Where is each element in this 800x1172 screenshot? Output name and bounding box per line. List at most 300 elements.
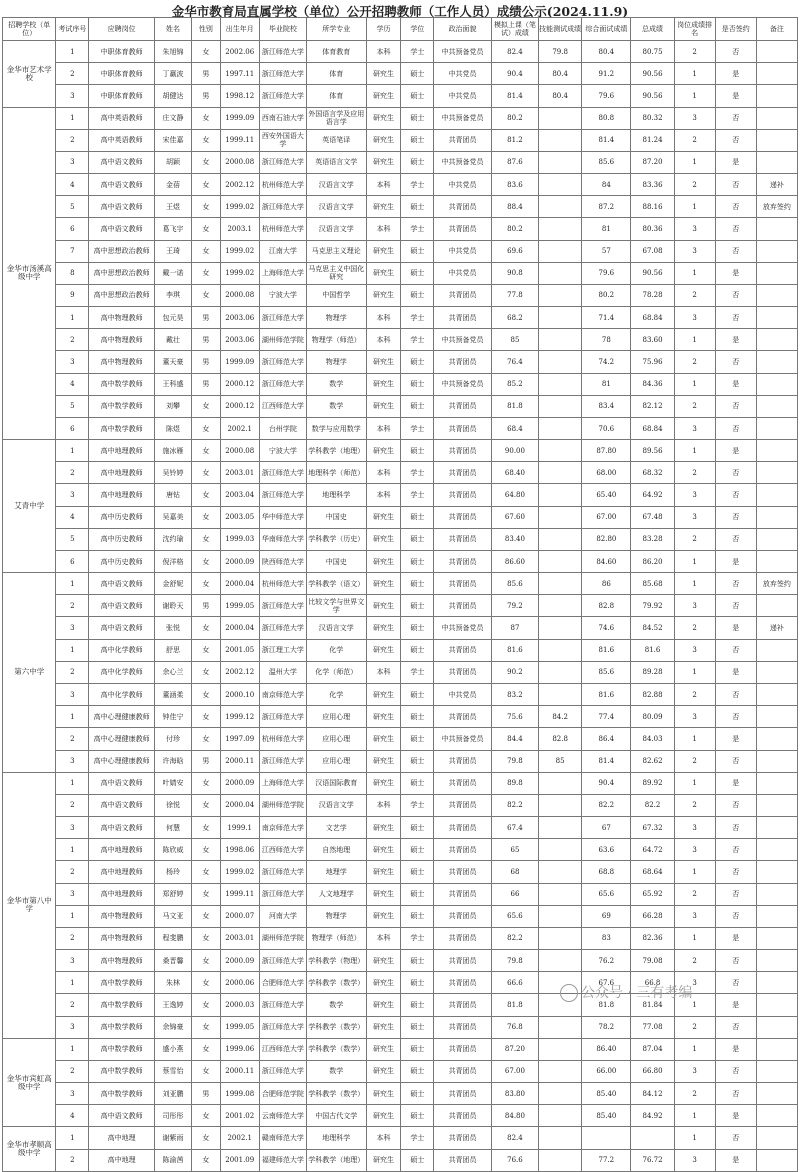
table-cell: 共青团员 (434, 706, 492, 728)
table-cell: 2000.12 (220, 395, 259, 417)
table-row (3, 617, 798, 639)
table-cell: 87.6 (491, 151, 538, 173)
table-cell: 硕士 (401, 1038, 434, 1060)
table-cell: 1999.09 (220, 351, 259, 373)
table-cell: 80.36 (631, 218, 674, 240)
table-cell: 女 (191, 218, 220, 240)
table-cell: 1 (674, 573, 715, 595)
table-cell: 高中心理健康教师 (89, 706, 155, 728)
table-cell: 85.40 (582, 1105, 631, 1127)
table-cell: 中职体育教师 (89, 41, 155, 63)
table-cell: 学士 (401, 329, 434, 351)
table-cell (756, 1105, 797, 1127)
table-cell: 女 (191, 683, 220, 705)
table-cell: 否 (715, 595, 756, 617)
table-cell: 77.4 (582, 706, 631, 728)
table-cell: 1 (56, 706, 89, 728)
table-cell (756, 373, 797, 395)
table-cell: 共青团员 (434, 972, 492, 994)
table-cell (539, 550, 582, 572)
table-cell: 81.24 (631, 129, 674, 151)
table-cell: 74.6 (582, 617, 631, 639)
table-cell: 宁波大学 (259, 440, 306, 462)
table-cell (539, 1083, 582, 1105)
table-cell: 2002.06 (220, 41, 259, 63)
table-cell: 陈渝茜 (155, 1149, 192, 1171)
table-cell: 65.6 (491, 905, 538, 927)
header-cell: 出生年月 (220, 18, 259, 41)
table-cell: 杭州师范大学 (259, 218, 306, 240)
table-cell: 83.4 (582, 395, 631, 417)
table-cell: 女 (191, 883, 220, 905)
table-cell: 共青团员 (434, 817, 492, 839)
table-cell: 研究生 (366, 440, 401, 462)
table-cell: 80.4 (582, 41, 631, 63)
table-cell: 中国哲学 (306, 284, 366, 306)
table-cell: 研究生 (366, 550, 401, 572)
table-cell: 3 (56, 351, 89, 373)
table-row (3, 41, 798, 63)
table-cell: 沈约瑜 (155, 528, 192, 550)
table-cell (539, 661, 582, 683)
table-cell: 68.8 (582, 861, 631, 883)
table-cell: 比较文学与世界文学 (306, 595, 366, 617)
table-cell (539, 395, 582, 417)
table-cell: 女 (191, 262, 220, 284)
table-cell: 否 (715, 817, 756, 839)
table-cell: 高中数学教师 (89, 1038, 155, 1060)
table-cell: 高中地理教师 (89, 440, 155, 462)
table-cell: 硕士 (401, 107, 434, 129)
table-cell: 3 (674, 1149, 715, 1171)
table-cell: 69.6 (491, 240, 538, 262)
table-cell: 2 (674, 395, 715, 417)
table-cell: 2000.08 (220, 440, 259, 462)
table-cell: 68 (491, 861, 538, 883)
table-cell: 研究生 (366, 817, 401, 839)
table-cell: 女 (191, 1060, 220, 1082)
table-cell (756, 284, 797, 306)
table-cell: 研究生 (366, 1149, 401, 1171)
table-cell: 共青团员 (434, 1127, 492, 1149)
table-cell: 5 (56, 196, 89, 218)
table-cell: 4 (56, 373, 89, 395)
table-cell: 82.62 (631, 750, 674, 772)
table-cell: 3 (674, 218, 715, 240)
table-cell: 共青团员 (434, 484, 492, 506)
table-cell: 浙江师范大学 (259, 861, 306, 883)
table-row (3, 240, 798, 262)
table-cell: 是 (715, 1038, 756, 1060)
watermark-text: 公众号 · 三有考编 (581, 985, 693, 1001)
table-cell: 89.92 (631, 772, 674, 794)
table-cell: 研究生 (366, 950, 401, 972)
table-cell: 男 (191, 307, 220, 329)
table-cell: 67.32 (631, 817, 674, 839)
table-row (3, 307, 798, 329)
table-cell: 女 (191, 129, 220, 151)
table-cell: 83.28 (631, 528, 674, 550)
table-cell: 89.56 (631, 440, 674, 462)
table-cell: 65.6 (582, 883, 631, 905)
table-cell: 2 (56, 728, 89, 750)
table-cell: 包元昊 (155, 307, 192, 329)
table-cell: 2003.01 (220, 927, 259, 949)
header-cell: 综合面试成绩 (582, 18, 631, 41)
table-cell: 2000.10 (220, 683, 259, 705)
table-cell: 80.4 (539, 63, 582, 85)
table-cell: 2 (56, 462, 89, 484)
school-cell: 金华市第八中学 (3, 772, 56, 1038)
table-cell: 本科 (366, 661, 401, 683)
table-cell: 77.08 (631, 1016, 674, 1038)
table-cell: 90.2 (491, 661, 538, 683)
table-cell: 共青团员 (434, 440, 492, 462)
table-cell: 86.4 (582, 728, 631, 750)
table-row (3, 196, 798, 218)
table-cell: 81 (582, 218, 631, 240)
table-cell: 1999.05 (220, 1016, 259, 1038)
table-cell: 男 (191, 595, 220, 617)
table-row (3, 373, 798, 395)
table-cell: 2002.1 (220, 417, 259, 439)
table-cell: 1 (674, 440, 715, 462)
table-cell: 否 (715, 284, 756, 306)
table-cell: 陕西师范大学 (259, 550, 306, 572)
table-cell: 1 (674, 728, 715, 750)
table-row (3, 107, 798, 129)
table-cell: 2000.03 (220, 994, 259, 1016)
table-cell: 女 (191, 440, 220, 462)
table-cell: 1999.05 (220, 595, 259, 617)
header-cell: 姓名 (155, 18, 192, 41)
table-cell: 共青团员 (434, 218, 492, 240)
table-cell: 2003.05 (220, 506, 259, 528)
table-cell: 高中物理教师 (89, 329, 155, 351)
table-cell: 杭州师范大学 (259, 573, 306, 595)
table-cell: 硕士 (401, 905, 434, 927)
header-cell: 总成绩 (631, 18, 674, 41)
table-cell: 84.92 (631, 1105, 674, 1127)
table-cell: 浙江师范大学 (259, 307, 306, 329)
table-cell: 女 (191, 706, 220, 728)
table-cell: 83 (582, 927, 631, 949)
table-cell: 地理科学（师范） (306, 462, 366, 484)
table-cell: 85.40 (582, 1083, 631, 1105)
table-cell: 否 (715, 462, 756, 484)
table-row (3, 728, 798, 750)
table-row (3, 506, 798, 528)
table-cell (539, 683, 582, 705)
table-cell: 3 (674, 506, 715, 528)
table-cell: 硕士 (401, 817, 434, 839)
table-row (3, 129, 798, 151)
table-cell: 硕士 (401, 950, 434, 972)
table-cell: 2000.09 (220, 550, 259, 572)
table-cell: 82.8 (582, 595, 631, 617)
table-cell: 硕士 (401, 1083, 434, 1105)
table-cell: 施冰雁 (155, 440, 192, 462)
table-cell: 2000.08 (220, 284, 259, 306)
table-cell: 1 (674, 85, 715, 107)
table-row (3, 927, 798, 949)
table-cell (539, 1038, 582, 1060)
table-cell: 高中物理教师 (89, 950, 155, 972)
table-cell: 硕士 (401, 284, 434, 306)
table-cell: 2 (674, 683, 715, 705)
table-cell: 82.2 (582, 794, 631, 816)
table-cell: 学科教学（历史） (306, 528, 366, 550)
table-cell: 9 (56, 284, 89, 306)
table-cell: 1 (56, 772, 89, 794)
table-cell: 否 (715, 506, 756, 528)
table-cell: 85 (539, 750, 582, 772)
table-cell: 90.56 (631, 85, 674, 107)
table-cell: 化学 (306, 639, 366, 661)
table-cell: 2 (674, 174, 715, 196)
table-row (3, 1083, 798, 1105)
table-cell: 河南大学 (259, 905, 306, 927)
table-cell: 82.88 (631, 683, 674, 705)
table-cell: 67.08 (631, 240, 674, 262)
table-cell: 1 (674, 772, 715, 794)
table-cell: 数学 (306, 373, 366, 395)
table-cell: 硕士 (401, 351, 434, 373)
table-cell: 否 (715, 417, 756, 439)
table-cell: 79.92 (631, 595, 674, 617)
table-cell (756, 506, 797, 528)
table-cell: 本科 (366, 307, 401, 329)
table-cell: 女 (191, 639, 220, 661)
table-cell: 董天豪 (155, 351, 192, 373)
table-cell: 学士 (401, 41, 434, 63)
table-row (3, 772, 798, 794)
header-cell: 技能测试成绩 (539, 18, 582, 41)
table-cell: 否 (715, 395, 756, 417)
table-cell: 叶婧安 (155, 772, 192, 794)
table-cell (756, 595, 797, 617)
table-cell: 69 (582, 905, 631, 927)
table-cell: 79.2 (491, 595, 538, 617)
table-cell: 吴嘉美 (155, 506, 192, 528)
table-cell: 谢紫雨 (155, 1127, 192, 1149)
table-cell: 81.6 (491, 639, 538, 661)
table-cell: 83.80 (491, 1083, 538, 1105)
table-cell: 共青团员 (434, 994, 492, 1016)
table-row (3, 395, 798, 417)
table-cell: 浙江师范大学 (259, 994, 306, 1016)
table-cell: 浙江师范大学 (259, 462, 306, 484)
table-cell: 硕士 (401, 262, 434, 284)
table-cell: 中共预备党员 (434, 329, 492, 351)
table-cell: 是 (715, 85, 756, 107)
header-cell: 性别 (191, 18, 220, 41)
table-cell: 戴一诺 (155, 262, 192, 284)
table-cell: 研究生 (366, 1038, 401, 1060)
table-cell: 学士 (401, 661, 434, 683)
table-cell: 否 (715, 972, 756, 994)
table-cell: 上海师范大学 (259, 262, 306, 284)
table-cell: 68.00 (582, 462, 631, 484)
table-cell: 2 (56, 129, 89, 151)
table-cell: 研究生 (366, 861, 401, 883)
header-cell: 学位 (401, 18, 434, 41)
table-cell: 女 (191, 972, 220, 994)
table-cell: 2 (674, 351, 715, 373)
table-cell: 3 (56, 484, 89, 506)
table-cell: 王科盛 (155, 373, 192, 395)
table-cell: 81.8 (491, 395, 538, 417)
table-cell: 否 (715, 1127, 756, 1149)
table-cell: 81.2 (491, 129, 538, 151)
table-cell: 1999.11 (220, 129, 259, 151)
table-cell: 80.8 (582, 107, 631, 129)
table-row (3, 1127, 798, 1149)
table-cell: 共青团员 (434, 573, 492, 595)
table-cell: 女 (191, 107, 220, 129)
table-cell: 高中语文教师 (89, 817, 155, 839)
table-row (3, 905, 798, 927)
table-cell: 体育 (306, 63, 366, 85)
table-cell: 共青团员 (434, 927, 492, 949)
table-cell (539, 484, 582, 506)
table-cell: 3 (674, 240, 715, 262)
table-cell: 3 (674, 905, 715, 927)
table-cell (756, 905, 797, 927)
table-cell: 硕士 (401, 994, 434, 1016)
table-cell: 中共预备党员 (434, 373, 492, 395)
table-cell: 葛飞宇 (155, 218, 192, 240)
table-cell (756, 417, 797, 439)
table-cell: 2 (56, 927, 89, 949)
table-row (3, 1016, 798, 1038)
table-cell: 共青团员 (434, 905, 492, 927)
table-cell: 数学 (306, 1060, 366, 1082)
table-cell: 马克思主义中国化研究 (306, 262, 366, 284)
table-cell: 否 (715, 573, 756, 595)
table-cell (539, 196, 582, 218)
table-cell (756, 307, 797, 329)
table-cell: 共青团员 (434, 1105, 492, 1127)
table-cell: 2003.06 (220, 329, 259, 351)
school-cell: 艾青中学 (3, 440, 56, 573)
table-cell: 87.20 (631, 151, 674, 173)
table-cell: 1 (56, 905, 89, 927)
table-cell: 2003.1 (220, 218, 259, 240)
table-cell: 共青团员 (434, 196, 492, 218)
table-cell: 7 (56, 240, 89, 262)
table-cell: 81.6 (582, 683, 631, 705)
table-cell: 1999.02 (220, 262, 259, 284)
table-cell: 76.6 (491, 1149, 538, 1171)
table-cell: 90.4 (582, 772, 631, 794)
table-cell: 浙江师范大学 (259, 1016, 306, 1038)
table-cell: 3 (56, 1083, 89, 1105)
table-cell (539, 129, 582, 151)
table-cell: 87 (491, 617, 538, 639)
table-cell: 浙江师范大学 (259, 484, 306, 506)
table-cell: 学科教学（数学） (306, 972, 366, 994)
table-row (3, 1038, 798, 1060)
table-cell (756, 728, 797, 750)
table-cell: 3 (674, 639, 715, 661)
table-cell: 应用心理 (306, 750, 366, 772)
header-cell: 是否签约 (715, 18, 756, 41)
table-cell: 硕士 (401, 151, 434, 173)
table-cell: 高中心理健康教师 (89, 750, 155, 772)
table-cell: 研究生 (366, 129, 401, 151)
table-cell (756, 1060, 797, 1082)
table-cell: 陈煜 (155, 417, 192, 439)
table-cell: 2 (674, 284, 715, 306)
table-cell: 浙江师范大学 (259, 63, 306, 85)
table-cell: 84 (582, 174, 631, 196)
table-cell: 硕士 (401, 861, 434, 883)
table-cell: 数学 (306, 395, 366, 417)
table-cell: 研究生 (366, 750, 401, 772)
table-cell: 1 (674, 661, 715, 683)
table-cell (539, 1149, 582, 1171)
table-cell: 地理学 (306, 861, 366, 883)
table-cell: 高中化学教师 (89, 683, 155, 705)
table-cell: 高中心理健康教师 (89, 728, 155, 750)
table-cell: 2 (674, 617, 715, 639)
table-cell (756, 1016, 797, 1038)
table-cell: 英语笔译 (306, 129, 366, 151)
table-cell: 2 (56, 1060, 89, 1082)
table-cell (756, 883, 797, 905)
table-cell: 66.28 (631, 905, 674, 927)
table-cell: 79.8 (491, 950, 538, 972)
table-row (3, 950, 798, 972)
table-cell (756, 861, 797, 883)
table-cell: 67.60 (491, 506, 538, 528)
header-cell: 应聘岗位 (89, 18, 155, 41)
table-cell: 共青团员 (434, 550, 492, 572)
table-cell: 杭州师范大学 (259, 728, 306, 750)
table-cell (539, 329, 582, 351)
table-cell: 女 (191, 550, 220, 572)
table-cell (539, 639, 582, 661)
table-cell: 硕士 (401, 595, 434, 617)
table-cell: 否 (715, 883, 756, 905)
table-row (3, 284, 798, 306)
table-cell: 高中物理教师 (89, 905, 155, 927)
table-cell: 77.8 (491, 284, 538, 306)
table-cell: 88.4 (491, 196, 538, 218)
table-cell: 高中数学教师 (89, 395, 155, 417)
table-cell: 湖州师范学院 (259, 927, 306, 949)
table-cell: 5 (56, 395, 89, 417)
table-cell: 中国史 (306, 550, 366, 572)
table-cell: 高中数学教师 (89, 1060, 155, 1082)
table-cell: 1 (56, 440, 89, 462)
table-cell: 88.16 (631, 196, 674, 218)
table-cell (756, 240, 797, 262)
table-cell: 高中物理教师 (89, 927, 155, 949)
school-cell: 第六中学 (3, 573, 56, 773)
table-cell: 研究生 (366, 972, 401, 994)
table-cell: 2002.12 (220, 661, 259, 683)
table-cell: 3 (674, 307, 715, 329)
table-cell: 硕士 (401, 63, 434, 85)
table-cell (756, 661, 797, 683)
table-row (3, 351, 798, 373)
table-cell: 共青团员 (434, 307, 492, 329)
table-cell: 女 (191, 817, 220, 839)
table-cell: 85.6 (582, 151, 631, 173)
table-cell: 湖州师范学院 (259, 794, 306, 816)
